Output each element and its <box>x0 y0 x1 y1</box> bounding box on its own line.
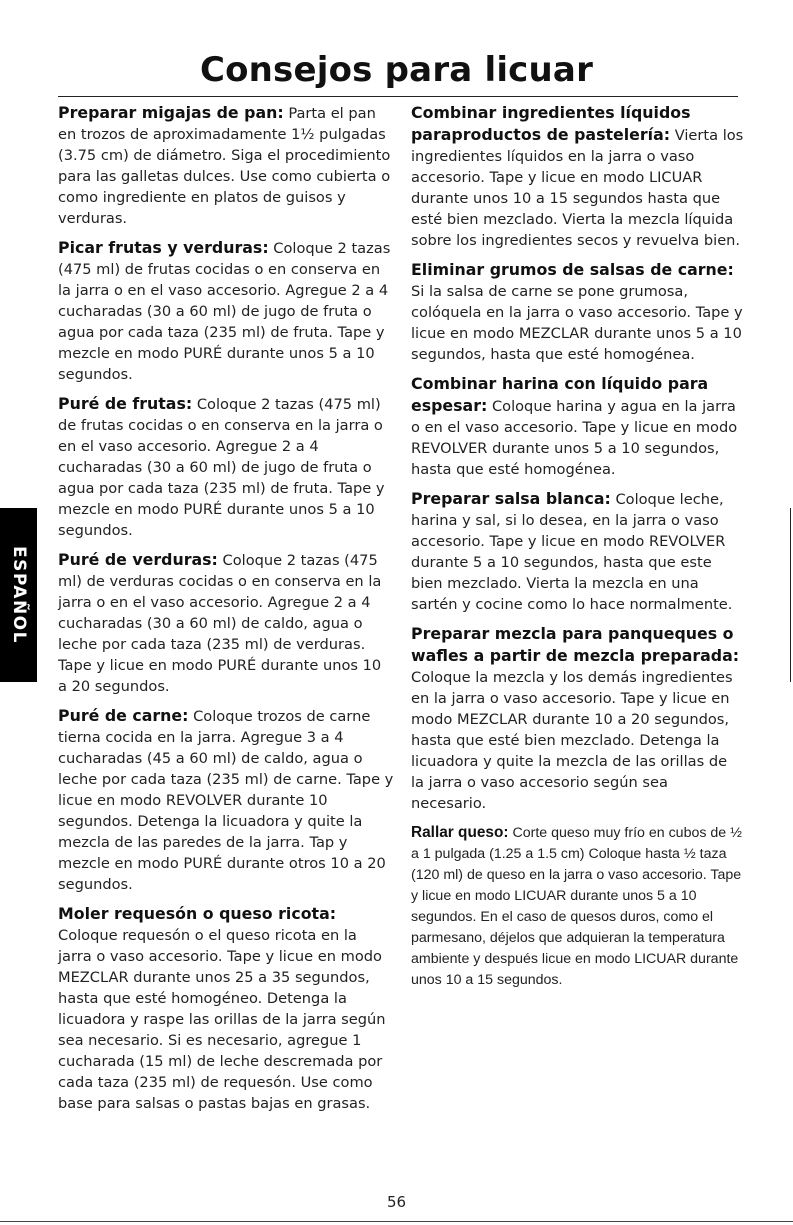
tip-text: Coloque requesón o el queso ricota en la jarra o vaso accesorio. Tape y licue en modo MEZCLAR durante unos 25 a 35 segundos, hasta que esté homogéneo. Detenga la licuadora y raspe las orillas de la jarra según sea necesario. Si es necesario, agregue 1 cucharada (15 ml) de leche descremada por cada taza (235 ml) de requesón. Use como base para salsas o pastas bajas en grasas. <box>58 927 386 1112</box>
tip-heading: Combinar harina con líquido para espesar: <box>411 374 709 415</box>
language-tab <box>0 508 37 682</box>
tip-section <box>58 102 394 229</box>
tip-heading: Preparar migajas de pan: <box>58 103 284 122</box>
tip-heading: Eliminar grumos de salsas de carne: <box>411 260 734 279</box>
tip-heading: Moler requesón o queso ricota: <box>58 904 337 923</box>
tip-text: Coloque la mezcla y los demás ingredientes en la jarra o vaso accesorio. Tape y licue en modo MEZCLAR durante 10 a 20 segundos, hasta que esté bien mezclado. Detenga la licuadora y quite la mezcla de las orillas de la jarra o vaso accesorio según sea necesario. <box>411 669 733 812</box>
title-rule <box>58 96 738 97</box>
tip-text: Parta el pan en trozos de aproximadamente 1½ pulgadas (3.75 cm) de diámetro. Siga el procedimiento para las galletas dulces. Use como cubierta o como ingrediente en platos de guisos y verduras. <box>58 105 391 227</box>
tip-heading: Picar frutas y verduras: <box>58 238 269 257</box>
tip-section <box>411 102 744 251</box>
tip-text: Coloque harina y agua en la jarra o en el vaso accesorio. Tape y licue en modo REVOLVER durante unos 5 a 10 segundos, hasta que esté homogénea. <box>411 398 738 478</box>
tip-heading: Rallar queso: <box>411 824 509 841</box>
page-number: 56 <box>386 1193 407 1211</box>
tip-text: Coloque leche, harina y sal, si lo desea, en la jarra o vaso accesorio. Tape y licue en modo REVOLVER durante 5 a 10 segundos, hasta que este bien mezclado. Vierta la mezcla en una sartén y cocine como lo hace normalmente. <box>411 491 733 613</box>
tip-section <box>411 822 744 991</box>
tip-section <box>411 623 744 814</box>
tip-heading: Combinar ingredientes líquidos paraproductos de pastelería: <box>411 103 691 144</box>
tip-section <box>58 237 394 385</box>
tip-text: Vierta los ingredientes líquidos en la jarra o vaso accesorio. Tape y licue en modo LICUAR durante unos 10 a 15 segundos hasta que esté bien mezclado. Vierta la mezcla líquida sobre los ingredientes secos y revuelva bien. <box>411 127 744 249</box>
tip-text: Coloque trozos de carne tierna cocida en la jarra. Agregue 3 a 4 cucharadas (45 a 60 ml) de caldo, agua o leche por cada taza (235 ml) de carne. Tape y licue en modo REVOLVER durante 10 segundos. Detenga la licuadora y quite la mezcla de las paredes de la jarra. Tap y mezcle en modo PURÉ durante otros 10 a 20 segundos. <box>58 708 394 893</box>
tip-section <box>411 259 744 365</box>
tip-heading: Puré de carne: <box>58 706 189 725</box>
language-tab-label: ESPAÑOL <box>8 546 29 644</box>
tip-text: Coloque 2 tazas (475 ml) de frutas cocidas o en conserva en la jarra o en el vaso accesorio. Agregue 2 a 4 cucharadas (30 a 60 ml) de jugo de fruta o agua por cada taza (235 ml) de fruta. Tape y mezcle en modo PURÉ durante unos 5 a 10 segundos. <box>58 240 391 383</box>
tip-section <box>58 549 394 697</box>
tip-section <box>411 373 744 480</box>
tip-text: Coloque 2 tazas (475 ml) de frutas cocidas o en conserva en la jarra o en el vaso accesorio. Agregue 2 a 4 cucharadas (30 a 60 ml) de jugo de fruta o agua por cada taza (235 ml) de fruta. Tape y mezcle en modo PURÉ durante unos 5 a 10 segundos. <box>58 396 385 539</box>
page-title: Consejos para licuar <box>199 50 594 90</box>
left-column <box>58 102 394 1122</box>
tip-section <box>58 903 394 1114</box>
tip-heading: Preparar salsa blanca: <box>411 489 611 508</box>
tip-section <box>411 488 744 615</box>
tip-section <box>58 705 394 895</box>
tip-text: Coloque 2 tazas (475 ml) de verduras cocidas o en conserva en la jarra o en el vaso accesorio. Agregue 2 a 4 cucharadas (30 a 60 ml) de caldo, agua o leche por cada taza (235 ml) de verduras. Tape y licue en modo PURÉ durante unos 10 a 20 segundos. <box>58 552 382 695</box>
tip-text: Si la salsa de carne se pone grumosa, colóquela en la jarra o vaso accesorio. Tape y licue en modo MEZCLAR durante unos 5 a 10 segundos, hasta que esté homogénea. <box>411 283 743 363</box>
right-column <box>411 102 744 999</box>
tip-text: Corte queso muy frío en cubos de ½ a 1 pulgada (1.25 a 1.5 cm) Coloque hasta ½ taza (120 ml) de queso en la jarra o vaso accesorio. Tape y licue en modo LICUAR durante unos 5 a 10 segundos. En el caso de quesos duros, como el parmesano, déjelos que adquieran la temperatura ambiente y después licue en modo LICUAR durante unos 10 a 15 segundos. <box>411 825 742 988</box>
edge-marker <box>790 508 791 682</box>
tip-heading: Preparar mezcla para panqueques o wafles a partir de mezcla preparada: <box>411 624 740 665</box>
bottom-rule <box>0 1221 793 1222</box>
tip-heading: Puré de frutas: <box>58 394 193 413</box>
tip-section <box>58 393 394 541</box>
tip-heading: Puré de verduras: <box>58 550 218 569</box>
